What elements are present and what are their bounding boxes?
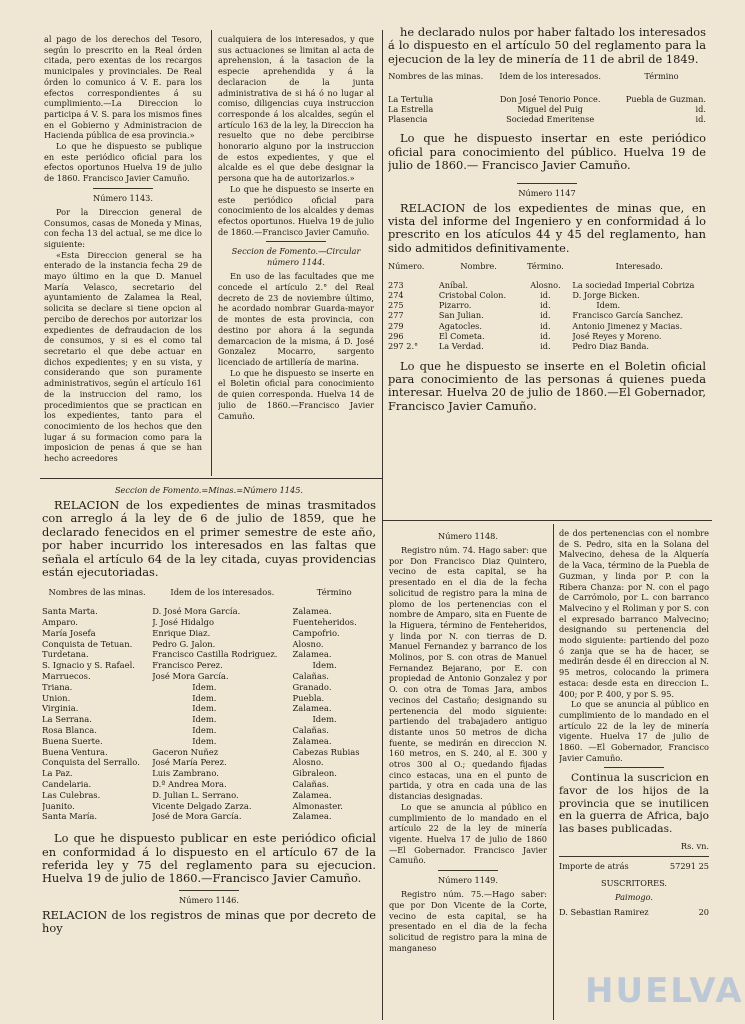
header-number: Número.: [388, 261, 425, 272]
closing-nulos: Lo que he dispuesto insertar en este periódico oficial para conocimiento del público. Huelva 19 de julio de 1860.— Francisco Javier Camuño.: [388, 131, 706, 173]
intro-nulos: he declarado nulos por haber faltado los interesados á lo dispuesto en el artículo 50 del reglamento para la ejecucion de la ley de minería de 11 de abril de 1849.: [388, 26, 706, 66]
table-row: 273 Aníbal. Alosno. La sociedad Imperial Cobriza: [388, 279, 695, 290]
section-1144: Seccion de Fomento.—Circular número 1144.: [231, 246, 361, 268]
importe-label: Importe de atrás: [559, 861, 629, 872]
body-1143-intro: Por la Direccion general de Consumos, casas de Moneda y Minas, con fecha 13 del actual, se me dice lo siguiente:: [44, 206, 202, 249]
importe-value: 57291 25: [669, 861, 709, 872]
table-row: Santa Marta. D. José Mora García. Zalamea.: [42, 606, 332, 617]
separator: [266, 241, 326, 242]
body-1149-continued: de dos pertenencias con el nombre de S. Pedro, sita en la Solana del Malvecino, dehesa de la Alquería de la Vaca, término de la Puebla de Guzman, y linda por P. con la Ribera Chanza: por N. con el pago de Carrómolo, por L. con barranco Malvecino y el Roliman y por S. con el expresado barranco Malvecino; designando su pertenencia del modo siguiente: partiendo del pozo ó zanja que se ha de hacer, se medirán desde él en direccion al N. 95 metros, colocando la primera estaca: desde esta en direccion L. 400; por P. 400, y por S. 95.: [559, 528, 709, 699]
left-bottom-block: [42, 482, 376, 1020]
table-row: 296 El Cometa. id. José Reyes y Moreno.: [388, 331, 662, 342]
header-interested: Interesado.: [615, 261, 663, 272]
header-term: Término: [316, 587, 352, 598]
table-row: La Estrella Miguel del Puig id.: [388, 103, 706, 114]
table-row: Conquista de Tetuan. Pedro G. Jalon. Alosno.: [42, 638, 324, 649]
number-1149: Número 1149.: [438, 875, 498, 886]
suscricion-notice: Continua la suscricion en favor de los hijos de la provincia que se inutilicen en la guerra de Africa, bajo las bases publicadas.: [559, 772, 709, 835]
column-divider: [211, 30, 212, 476]
library-watermark-stamp: HUELVA: [585, 971, 744, 1011]
body-1149: Registro núm. 75.—Hago saber: que por Don Vicente de la Corte, vecino de esta capital, se ha presentado en el dia de la fecha solicitud de registro para la mina de manganeso: [389, 889, 547, 953]
section-rule: [40, 478, 382, 479]
nulos-table: [388, 71, 706, 124]
table-row: Virginia. Idem. Zalamea.: [42, 703, 332, 714]
table-row: Union. Idem. Puebla.: [42, 692, 325, 703]
table-row: Plasencia Sociedad Emeritense id.: [388, 114, 706, 125]
donor-name: D. Sebastian Ramirez: [559, 906, 649, 917]
column-divider: [382, 30, 383, 1020]
column-divider: [553, 524, 554, 1020]
table-row: La Serrana. Idem. Idem.: [42, 714, 337, 725]
section-1145: Seccion de Fomento.=Minas.=Número 1145.: [114, 485, 304, 495]
separator: [604, 767, 664, 768]
separator: [93, 188, 153, 189]
header-term: Término: [644, 71, 679, 82]
relacion-1146: RELACION de los registros de minas que por decreto de hoy: [42, 907, 376, 936]
closing-1145: Lo que he dispuesto publicar en este periódico oficial en conformidad á lo dispuesto en el artículo 67 de la referida ley y 75 del reglamento para su ejecucion. Huelva 19 de julio de 1860.—Francisco Javier Camuño.: [42, 831, 376, 886]
table-row: Candelaria. D.ª Andrea Mora. Calañas.: [42, 778, 329, 789]
intro-paragraph: al pago de los derechos del Tesoro, según lo prescrito en la Real órden citada, pero exentas de los recargos municipales y provinciales. De Real órden lo comunico á V. E. para los efectos correspondientes á su cumplimiento.—La Direccion lo participa á V. S. para los mismos fines en el Gobierno y Administracion de Hacienda pública de esa provincia.»: [44, 34, 202, 141]
table-row: Conquista del Serrallo. José María Perez. Alosno.: [42, 757, 324, 768]
town-name: Paimogo.: [615, 891, 653, 902]
relacion-1145: RELACION de los expedientes de minas trasmitados con arreglo á la ley de 6 de julio de 1859, que he declarado fenecidos en el primer semestre de este año, por haber incurrido los interesados en las faltas que señala el artículo 64 de la ley citada, cuyas providencias están ejecutoriadas.: [42, 498, 376, 580]
intro-closing: Lo que he dispuesto se publique en este periódico oficial para los efectos oportunos Huelva 19 de julio de 1860. Francisco Javier Camuño.: [44, 141, 202, 184]
table-row: La Paz. Luis Zambrano. Gibraleon.: [42, 768, 337, 779]
table-row: 297 2.° La Verdad. id. Pedro Diaz Banda.: [388, 341, 649, 352]
table-row: Las Culebras. D. Julian L. Serrano. Zalamea.: [42, 789, 332, 800]
table-row: Turdetana. Francisco Castilla Rodriguez. Zalamea.: [42, 649, 332, 660]
body-1143-quote: «Esta Direccion general se ha enterado de la instancia fecha 29 de mayo último en la que D. Manuel María Velasco, secretario del ayuntamiento de Zalamea la Real, solicita se declare si tiene opcion al percibo de derechos por autorizar los expedientes de defraudacion de los de consumos, y si es el como tal secretario el que debe actuar en dichos expedientes; y en su vista, y considerando que son puramente administrativos, según el artículo 161 de la instruccion del ramo, los procedimientos que se practican en los expedientes, tanto para el conocimiento de los hechos que den lugar á su formacion como para la imposicion de penas á que se han hecho acreedores: [44, 249, 202, 464]
header-names: Nombres de las minas.: [48, 587, 146, 598]
number-1147: Número 1147: [518, 187, 576, 198]
column-4-bottom: [559, 528, 709, 1018]
admitted-table: [388, 261, 706, 351]
table-row: Santa María. José de Mora García. Zalamea.: [42, 811, 332, 822]
header-interested: Idem de los interesados.: [499, 71, 601, 82]
closing-1148: Lo que se anuncia al público en cumplimiento de lo mandado en el artículo 22 de la ley de minería vigente. Huelva 17 de julio de 1860 —El Gobernador. Francisco Javier Camuño.: [389, 801, 547, 866]
table-row: 279 Agatocles. id. Antonio Jimenez y Macias.: [388, 320, 683, 331]
separator: [517, 183, 577, 184]
column-3-top: [388, 26, 706, 516]
column-1: [44, 34, 202, 474]
column-3-bottom: [389, 528, 547, 1018]
table-row: Juanito. Vicente Delgado Zarza. Almonaster.: [42, 800, 343, 811]
column-2: [218, 34, 374, 474]
number-1143: Número 1143.: [93, 192, 153, 203]
table-row: Triana. Idem. Granado.: [42, 681, 332, 692]
header-names: Nombres de las minas.: [388, 71, 484, 82]
table-row: Rosa Blanca. Idem. Calañas.: [42, 725, 329, 735]
separator: [438, 870, 498, 871]
table-row: Buena Suerte. Idem. Zalamea.: [42, 735, 332, 746]
table-row: Amparo. J. José Hidalgo Fuenteheridos.: [42, 617, 357, 628]
closing-1147: Lo que he dispuesto se inserte en el Boletin oficial para conocimiento de las personas á quienes pueda interesar. Huelva 20 de julio de 1860.—El Gobernador, Francisco Javier Camuño.: [388, 358, 706, 413]
number-1146: Número 1146.: [179, 894, 239, 905]
header-interested: Idem de los interesados.: [170, 587, 275, 598]
table-row: 274 Cristobal Colon. id. D. Jorge Bicken.: [388, 289, 640, 300]
section-rule: [382, 520, 712, 521]
header-name: Nombre.: [460, 261, 497, 272]
table-row: 277 San Julian. id. Francisco García Sanchez.: [388, 310, 684, 321]
importe-row: [559, 861, 709, 872]
header-term: Término.: [527, 261, 564, 272]
table-row: La Tertulia Don José Tenorio Ponce. Puebla de Guzman.: [388, 93, 706, 104]
table-row: Buena Ventura. Gaceron Nuñez Cabezas Rubias: [42, 746, 360, 757]
currency-header: Rs. vn.: [680, 841, 709, 852]
closing-1144: Lo que he dispuesto se inserte en el Boletin oficial para conocimiento de quien corresponda. Huelva 14 de julio de 1860.—Francisco Javier Camuño.: [218, 367, 374, 421]
number-1148: Número 1148.: [438, 531, 498, 541]
closing-1143: Lo que he dispuesto se inserte en este periódico oficial para conocimiento de los alcaldes y demas efectos oportunos. Huelva 19 de julio de 1860.—Francisco Javier Camuño.: [218, 183, 374, 237]
table-row: María Josefa Enrique Diaz. Campofrio.: [42, 627, 340, 638]
body-1144: En uso de las facultades que me concede el artículo 2.° del Real decreto de 23 de noviembre último, he acordado nombrar Guarda-mayor de montes de esta provincia, con destino por ahora á la segunda demarcacion de la misma, á D. José Gonzalez Mocarro, sargento licenciado de artillería de marina.: [218, 271, 374, 367]
expired-mines-table: [42, 587, 376, 822]
relacion-1147: RELACION de los expedientes de minas que, en vista del informe del Ingeniero y en conformidad á lo prescrito en los atículos 44 y 45 del reglamento, han sido admitidos definitivamente.: [388, 200, 706, 255]
body-1143-continued: cualquiera de los interesados, y que sus actuaciones se limitan al acta de aprehension, á la tasacion de la especie aprehendida y á la declaracion de la junta administrativa de si há ó no lugar al comiso, diligencias cuya instruccion corresponde á los alcaldes, según el artículo 163 de la ley, la Direccion ha resuelto que no debe percibirse honorario alguno por la instruccion de estos expedientes, y que el alcalde es el que debe designar la persona que ha de autorizarlos.»: [218, 34, 374, 184]
table-row: 275 Pizarro. id. Idem.: [388, 300, 621, 311]
table-row: S. Ignacio y S. Rafael. Francisco Perez. Idem.: [42, 660, 337, 671]
donor-amount: 20: [698, 906, 709, 917]
separator: [179, 890, 239, 891]
separator: [559, 856, 709, 857]
donor-row: [559, 907, 709, 918]
body-1148: Registro núm. 74. Hago saber: que por Don Francisco Diaz Quintero, vecino de esta capital, se ha presentado en el dia de la fecha solicitud de registro para la mina de plomo de los pertenencias con el nombre de Amparo, sita en Fuente de la Higuera, término de Fenteheridos, y linda por N. con tierras de D. Manuel Fernandez y barranco de los Molinos, por S. con otras de Manuel Fernandez Bejarano, por E. con propiedad de Antonio Gonzalez y por O. con otra de Tomas Jara, ambos vecinos del Castaño; designando su pertenencia del modo siguiente: partiendo del trabajadero antiguo distante unos 50 metros de dicha fuente, se medirán en direccion N. 160 metros, en S. 240, al E. 300 y otros 300 al O.; quedando fijadas cinco estacas, una en el punto de partida, y otra en cada una de las distancias designadas.: [389, 545, 547, 802]
suscritores-title: SUSCRITORES.: [600, 877, 667, 888]
closing-1149: Lo que se anuncia al público en cumplimiento de lo mandado en el artículo 22 de la ley de minería vigente. Huelva 17 de julio de 1860. —El Gobernador, Francisco Javier Camuño.: [559, 699, 709, 763]
table-row: Marruecos. José Mora García. Calañas.: [42, 671, 329, 682]
